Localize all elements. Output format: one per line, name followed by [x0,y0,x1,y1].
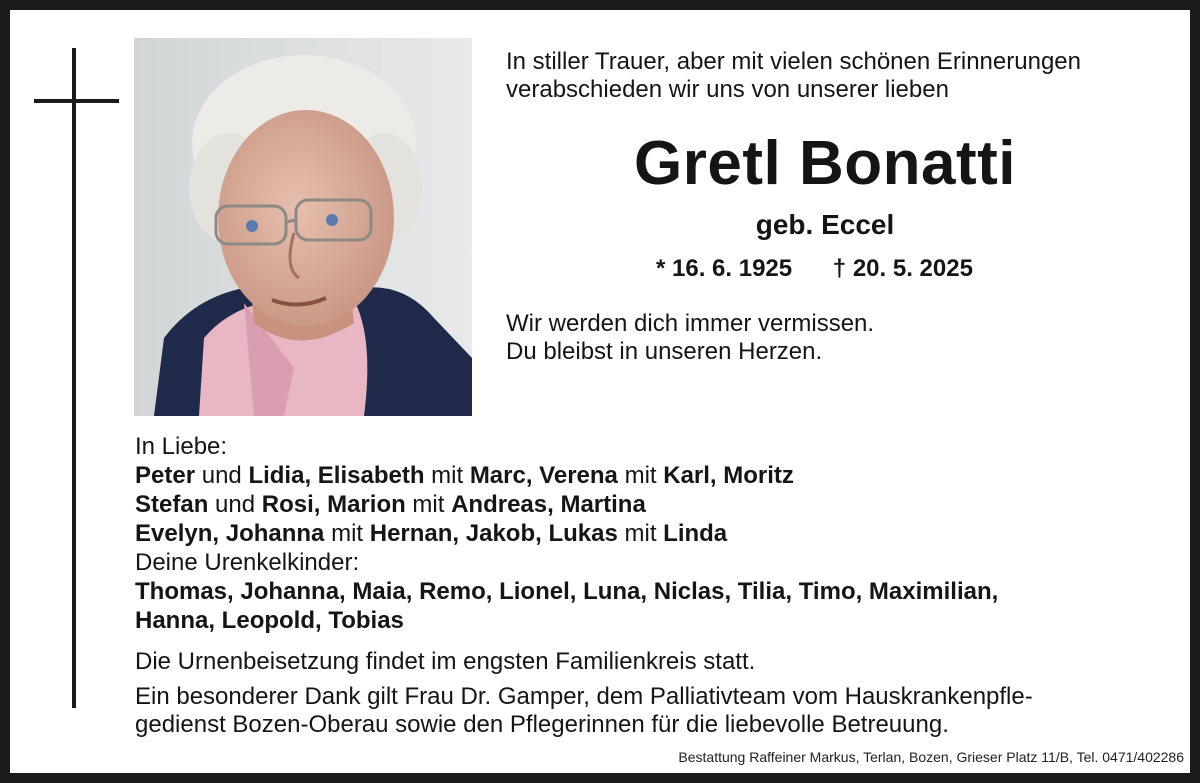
burial-note: Die Urnenbeisetzung findet im engsten Familienkreis statt. [135,648,756,675]
grandchildren-heading: Deine Urenkelkinder: [135,549,360,576]
children-lines [135,461,1185,548]
thanks-note [135,683,1185,739]
notes [135,648,1185,739]
family-member-name: Stefan [135,491,209,518]
motto-text [506,310,874,366]
family-heading: In Liebe: [135,433,228,460]
death-date: † 20. 5. 2025 [832,255,973,282]
family-member-name: Karl, Moritz [663,462,794,489]
connector-text: und [195,462,249,489]
connector-text: mit [617,520,664,547]
grandchildren-line: Hanna, Leopold, Tobias [135,607,404,634]
connector-text: mit [424,462,470,489]
motto-line: Du bleibst in unseren Herzen. [506,338,823,365]
family-member-name: Rosi, Marion [261,491,406,518]
maiden-name: geb. Eccel [755,209,895,240]
connector-text: mit [324,520,370,547]
birth-date: * 16. 6. 1925 [656,255,793,282]
family-member-name: Hernan, Jakob, Lukas [369,520,618,547]
intro-line: In stiller Trauer, aber mit vielen schönen Erinnerungen [506,48,1081,75]
connector-text: und [208,491,262,518]
children-line [135,519,1185,548]
family-member-name: Evelyn, Johanna [135,520,325,547]
thanks-line: gedienst Bozen-Oberau sowie den Pflegerinnen für die liebevolle Betreuung. [135,711,949,738]
family-member-name: Peter [135,462,196,489]
thanks-line: Ein besonderer Dank gilt Frau Dr. Gamper, dem Palliativteam vom Hauskrankenpfle- [135,683,1033,710]
grandchildren-line: Thomas, Johanna, Maia, Remo, Lionel, Luna, Niclas, Tilia, Timo, Maximilian, [135,578,999,605]
funeral-home-footer: Bestattung Raffeiner Markus, Terlan, Bozen, Grieser Platz 11/B, Tel. 0471/402286 [678,749,1184,765]
portrait-photo [134,38,472,416]
family-member-name: Lidia, Elisabeth [248,462,425,489]
intro-text [506,48,1186,104]
family-member-name: Andreas, Martina [451,491,646,518]
family-member-name: Marc, Verena [469,462,618,489]
motto-line: Wir werden dich immer vermissen. [506,310,875,337]
deceased-name: Gretl Bonatti [634,129,1016,198]
children-line [135,490,1185,519]
children-line [135,461,1185,490]
connector-text: mit [617,462,664,489]
family-member-name: Linda [663,520,728,547]
intro-line: verabschieden wir uns von unserer lieben [506,76,949,103]
family-list [135,432,1185,635]
life-dates [656,254,973,284]
cross-crossbar [34,99,119,103]
cross-icon [72,48,76,708]
connector-text: mit [405,491,452,518]
